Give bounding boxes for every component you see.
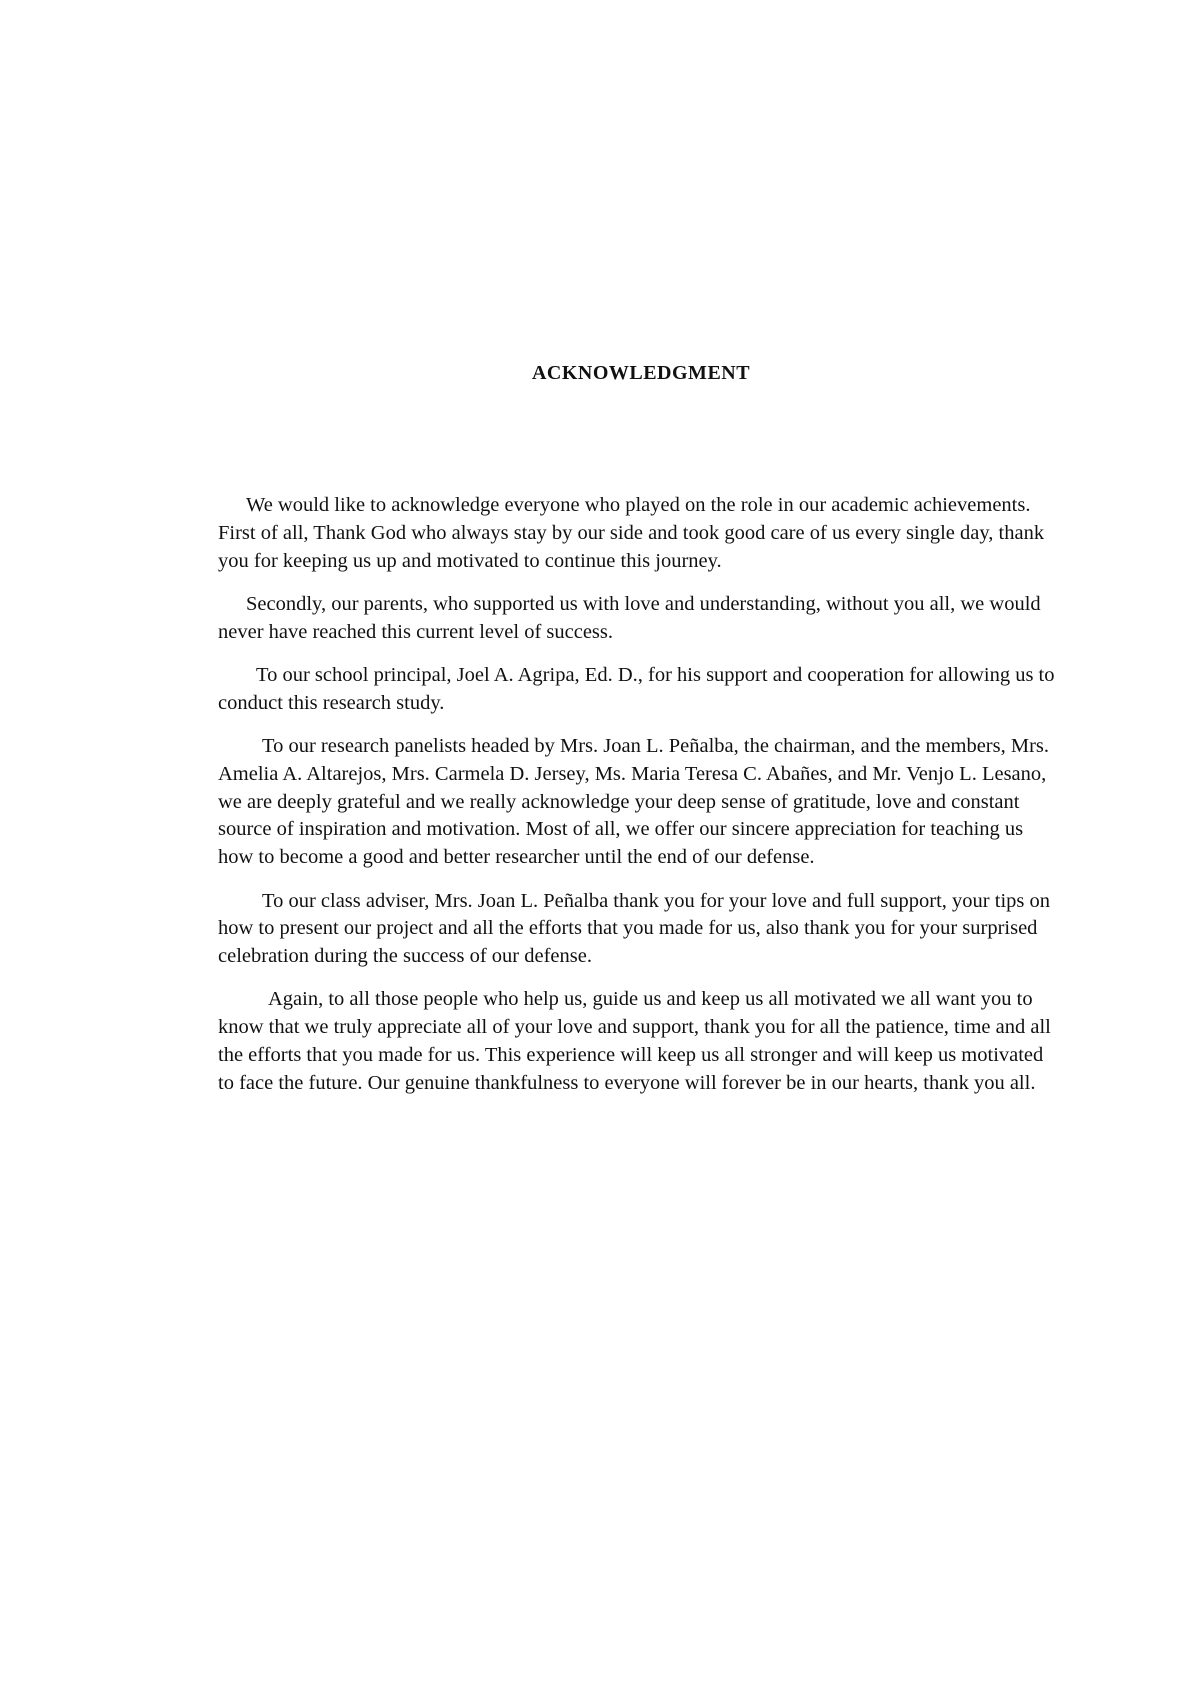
paragraph-1: We would like to acknowledge everyone who played on the role in our academic achievements. First of all, Thank God who always stay by our side and took good care of us every single day, thank you for keeping us up and motivated to continue this journey. bbox=[218, 494, 1045, 572]
paragraph-4: To our research panelists headed by Mrs. Joan L. Peñalba, the chairman, and the members, Mrs. Amelia A. Altarejos, Mrs. Carmela D. Jersey, Ms. Maria Teresa C. Abañes, and Mr. Venjo L. Lesano, we are deeply grateful and we really acknowledge your deep sense of gratitude, love and constant source of inspiration and motivation. Most of all, we offer our sincere appreciation for teaching us how to become a good and better researcher until the end of our defense. bbox=[218, 735, 1050, 869]
paragraph-3: To our school principal, Joel A. Agripa, Ed. D., for his support and cooperation for allowing us to conduct this research study. bbox=[218, 663, 1055, 714]
acknowledgment-body bbox=[218, 492, 1058, 1113]
paragraph-2: Secondly, our parents, who supported us with love and understanding, without you all, we would never have reached this current level of success. bbox=[218, 592, 1041, 643]
paragraph-5: To our class adviser, Mrs. Joan L. Peñalba thank you for your love and full support, your tips on how to present our project and all the efforts that you made for us, also thank you for your surprised celebration during the success of our defense. bbox=[218, 889, 1050, 968]
page-title: ACKNOWLEDGMENT bbox=[531, 362, 751, 384]
paragraph-6: Again, to all those people who help us, guide us and keep us all motivated we all want you to know that we truly appreciate all of your love and support, thank you for all the patience, time and all the efforts that you made for us. This experience will keep us all stronger and will keep us motivated to face the future. Our genuine thankfulness to everyone will forever be in our hearts, thank you all. bbox=[218, 988, 1051, 1094]
